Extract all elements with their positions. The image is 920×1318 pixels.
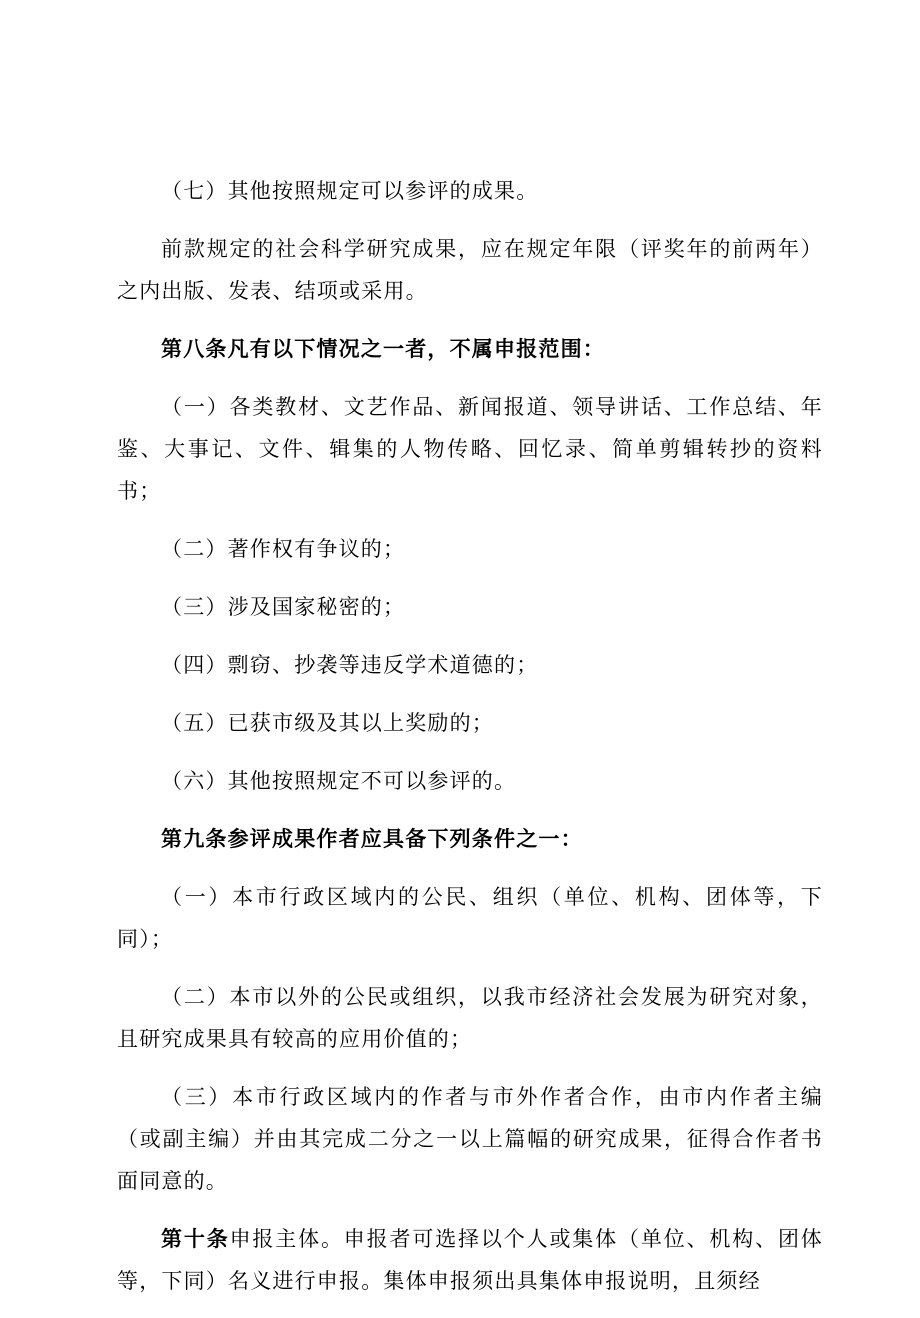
article-8-item-4: （四）剽窃、抄袭等违反学术道德的； — [161, 653, 539, 677]
article-8-item-1: （一）各类教材、文艺作品、新闻报道、领导讲话、工作总结、年鉴、大事记、文件、辑集的人物传略、回忆录、简单剪辑转抄的资料书； — [117, 395, 823, 503]
article-9-heading: 第九条参评成果作者应具备下列条件之一： — [161, 827, 583, 851]
article-10-lead: 第十条 — [161, 1227, 230, 1251]
article-8-item-6: （六）其他按照规定不可以参评的。 — [161, 769, 517, 793]
paragraph-time-limit: 前款规定的社会科学研究成果，应在规定年限（评奖年的前两年）之内出版、发表、结项或采用。 — [117, 237, 823, 303]
article-9-item-1: （一）本市行政区域内的公民、组织（单位、机构、团体等，下同）； — [117, 885, 823, 951]
article-10-body: 申报主体。申报者可选择以个人或集体（单位、机构、团体等，下同）名义进行申报。集体申报须出具集体申报说明，且须经 — [117, 1227, 823, 1293]
paragraph-item-7: （七）其他按照规定可以参评的成果。 — [161, 179, 539, 203]
article-9-item-2: （二）本市以外的公民或组织，以我市经济社会发展为研究对象，且研究成果具有较高的应用价值的； — [117, 985, 823, 1051]
document-body — [117, 170, 823, 1318]
article-8-heading: 第八条凡有以下情况之一者，不属申报范围： — [161, 337, 605, 361]
article-8-item-2: （二）著作权有争议的； — [161, 537, 406, 561]
article-8-item-5: （五）已获市级及其以上奖励的； — [161, 711, 494, 735]
article-10-paragraph — [117, 1218, 823, 1302]
article-9-item-3: （三）本市行政区域内的作者与市外作者合作，由市内作者主编（或副主编）并由其完成二分之一以上篇幅的研究成果，征得合作者书面同意的。 — [117, 1085, 823, 1193]
article-8-item-3: （三）涉及国家秘密的； — [161, 595, 406, 619]
